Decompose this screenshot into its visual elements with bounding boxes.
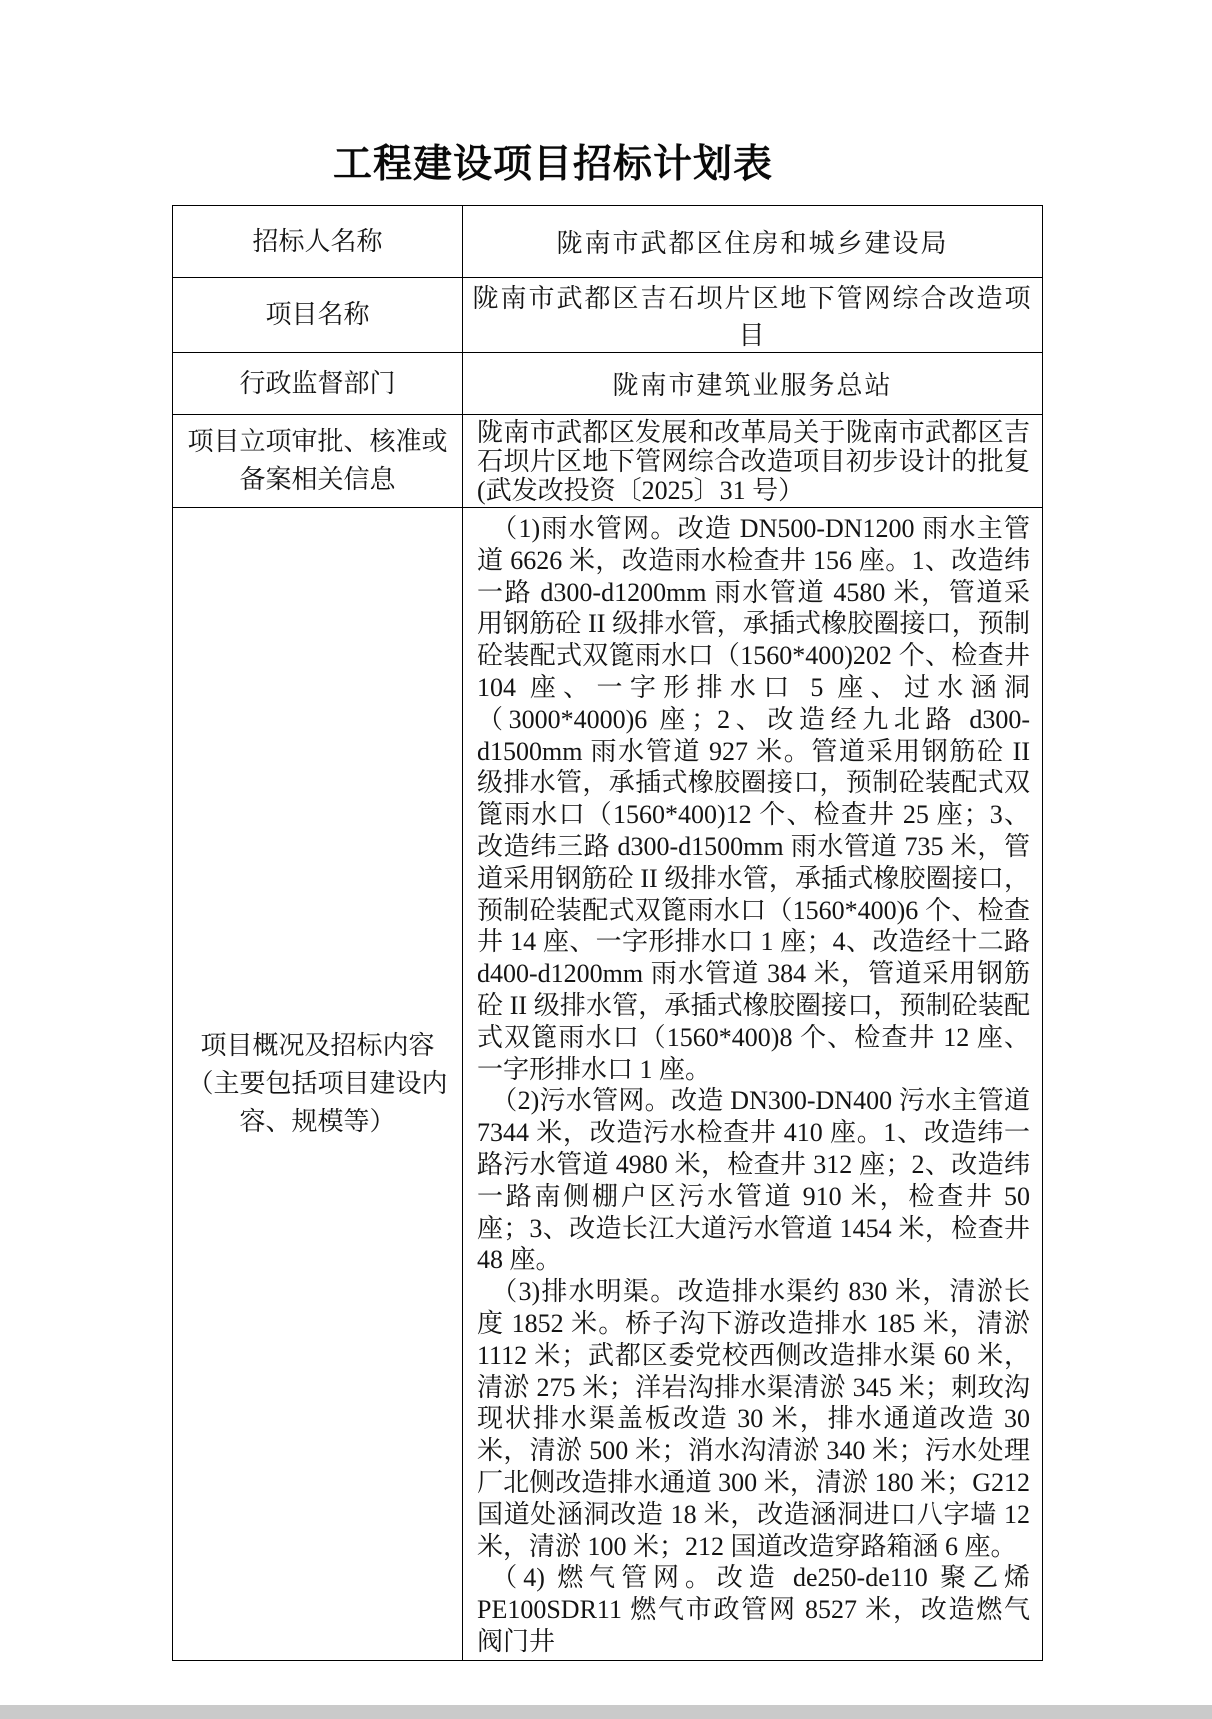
row-label-supervision-department: 行政监督部门 bbox=[173, 353, 463, 415]
horizontal-scrollbar-track[interactable] bbox=[0, 1705, 1212, 1719]
table-row bbox=[173, 206, 1043, 278]
row-label-project-name: 项目名称 bbox=[173, 278, 463, 353]
row-value-project-name: 陇南市武都区吉石坝片区地下管网综合改造项目 bbox=[463, 278, 1043, 353]
overview-paragraph-rainwater: （1)雨水管网。改造 DN500-DN1200 雨水主管道 6626 米，改造雨水检查井 156 座。1、改造纬一路 d300-d1200mm 雨水管道 4580 米，管道采用钢筋砼 II 级排水管，承插式橡胶圈接口，预制砼装配式双篦雨水口（1560*400)202 个、检查井 104 座、一字形排水口 5 座、过水涵洞（3000*4000)6 座；2、改造经九北路 d300-d1500mm 雨水管道 927 米。管道采用钢筋砼 II 级排水管，承插式橡胶圈接口，预制砼装配式双篦雨水口（1560*400)12 个、检查井 25 座；3、改造纬三路 d300-d1500mm 雨水管道 735 米，管道采用钢筋砼 II 级排水管，承插式橡胶圈接口，预制砼装配式双篦雨水口（1560*400)6 个、检查井 14 座、一字形排水口 1 座；4、改造经十二路 d400-d1200mm 雨水管道 384 米，管道采用钢筋砼 II 级排水管，承插式橡胶圈接口，预制砼装配式双篦雨水口（1560*400)8 个、检查井 12 座、一字形排水口 1 座。 bbox=[477, 514, 1030, 1084]
overview-paragraph-sewage: （2)污水管网。改造 DN300-DN400 污水主管道 7344 米，改造污水检查井 410 座。1、改造纬一路污水管道 4980 米，检查井 312 座；2、改造纬一路南侧棚户区污水管道 910 米，检查井 50 座；3、改造长江大道污水管道 1454 米，检查井 48 座。 bbox=[477, 1086, 1030, 1275]
row-label-project-overview: 项目概况及招标内容（主要包括项目建设内容、规模等） bbox=[173, 508, 463, 1661]
row-label-tenderer-name: 招标人名称 bbox=[173, 206, 463, 278]
page-title: 工程建设项目招标计划表 bbox=[332, 143, 773, 186]
row-value-project-overview bbox=[463, 508, 1043, 1661]
row-value-approval-info: 陇南市武都区发展和改革局关于陇南市武都区吉石坝片区地下管网综合改造项目初步设计的批复(武发改投资〔2025〕31 号） bbox=[463, 415, 1043, 508]
table-row bbox=[173, 415, 1043, 508]
bidding-plan-table bbox=[172, 205, 1043, 1661]
overview-paragraph-open-channel: （3)排水明渠。改造排水渠约 830 米，清淤长度 1852 米。桥子沟下游改造排水 185 米，清淤 1112 米；武都区委党校西侧改造排水渠 60 米，清淤 275 米；洋岩沟排水渠清淤 345 米；刺玫沟现状排水渠盖板改造 30 米，排水通道改造 30 米，清淤 500 米；消水沟清淤 340 米；污水处理厂北侧改造排水通道 300 米，清淤 180 米；G212 国道处涵洞改造 18 米，改造涵洞进口八字墙 12 米，清淤 100 米；212 国道改造穿路箱涵 6 座。 bbox=[477, 1277, 1030, 1561]
row-value-tenderer-name: 陇南市武都区住房和城乡建设局 bbox=[463, 206, 1043, 278]
table-row bbox=[173, 353, 1043, 415]
overview-paragraph-gas-network: （4) 燃气管网。改造 de250-de110 聚乙烯 PE100SDR11 燃气市政管网 8527 米，改造燃气阀门井 bbox=[477, 1563, 1030, 1656]
table-row bbox=[173, 278, 1043, 353]
table-row bbox=[173, 508, 1043, 1661]
row-label-approval-info: 项目立项审批、核准或备案相关信息 bbox=[173, 415, 463, 508]
row-value-supervision-department: 陇南市建筑业服务总站 bbox=[463, 353, 1043, 415]
